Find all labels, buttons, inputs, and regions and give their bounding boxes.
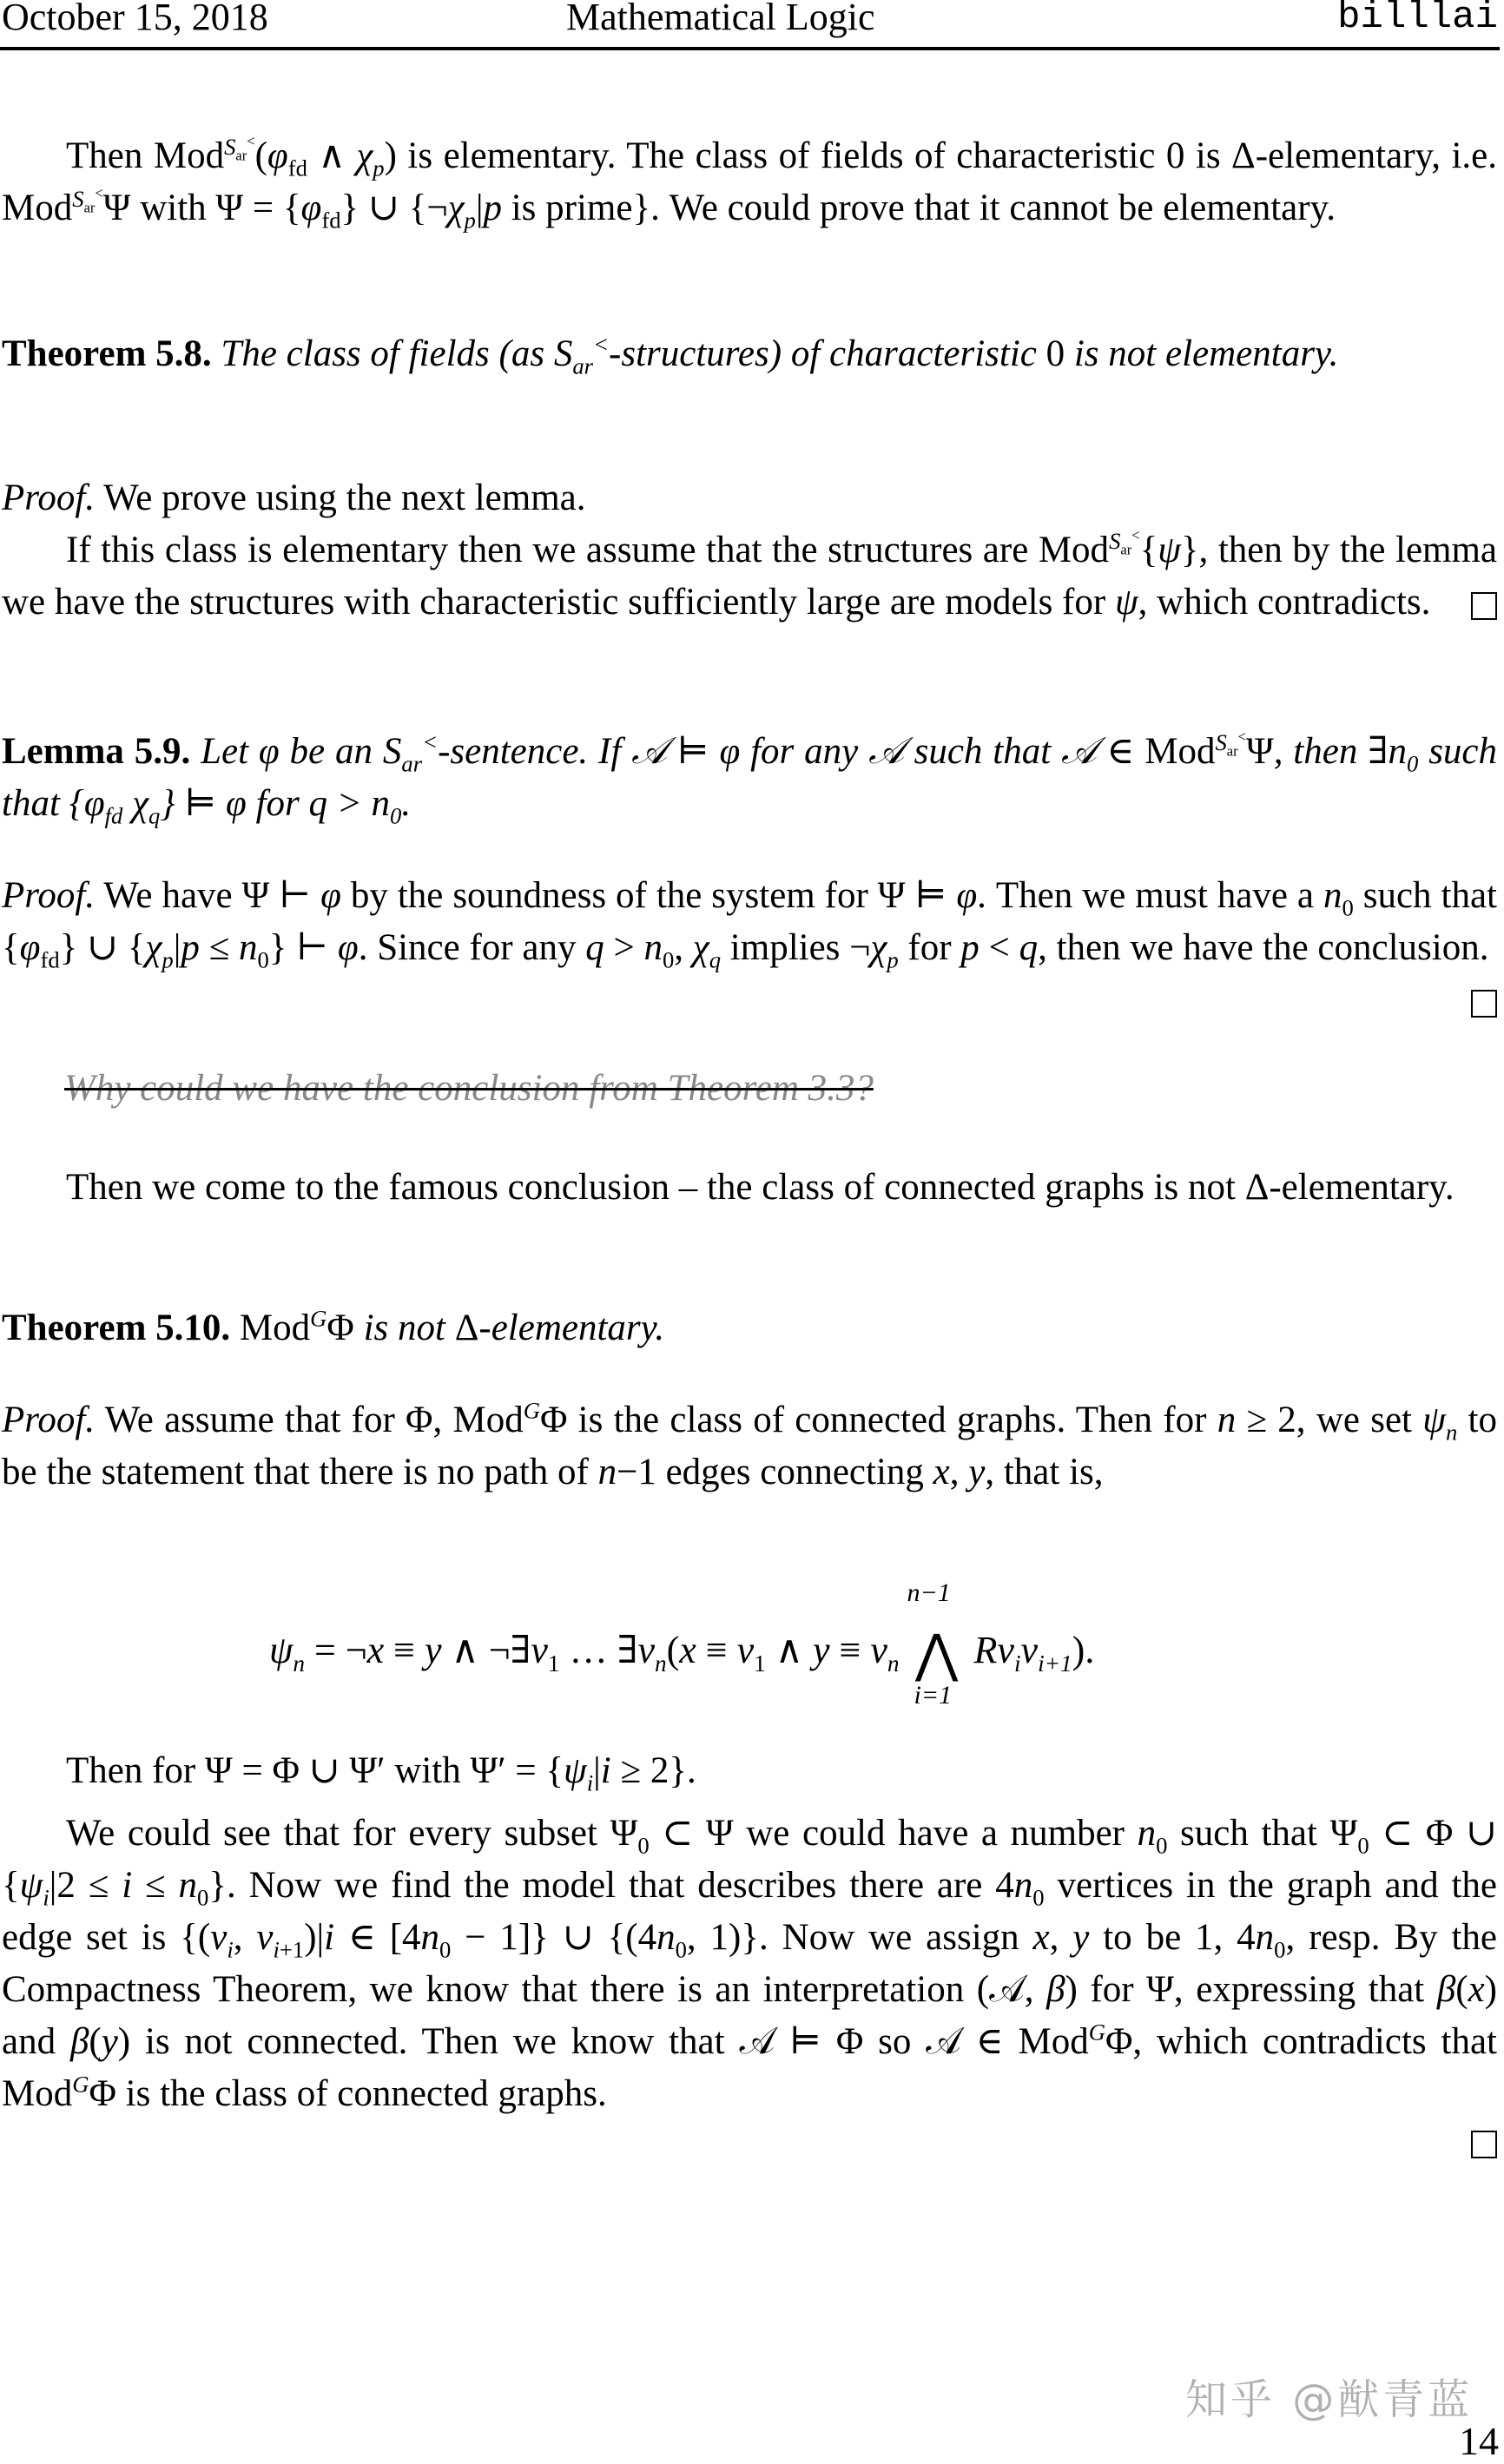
theorem-label: Theorem 5.8. (2, 333, 212, 374)
struck-note: Why could we have the conclusion from Theorem 3.3? (64, 1068, 874, 1109)
header-title: Mathematical Logic (566, 0, 875, 38)
proof-first-line: We prove using the next lemma. (103, 478, 586, 518)
intro-paragraph: Then $Mod^{S_{ar}^<}(\varphi_{fd}$ ∧ $\chi_p$) is elementary. The class of fields of characteristic 0 is Δ-elementary, i.e. Mod$^{S_{ar}^<}$Ψ with $\Psi = \{\varphi_{fd}\}$ ∪ {$\neg\chi_p|p$ is prime}. We could prove that it cannot be elementary. (2, 132, 1497, 234)
header-author: billlai (1337, 0, 1498, 39)
header-date: October 15, 2018 (2, 0, 268, 38)
qed-square (1471, 2131, 1497, 2158)
lemma-5-9-proof: Proof. We have Ψ ⊢ φ by the soundness of the system for Ψ ⊨ φ. Then we must have a $n_0$ such that $\{\varphi_{fd}\}$ ∪ $\{\chi_p|p \le n_0\}$ ⊢ φ. Since for any $q > n_0$, $\chi_q$ implies $\neg\chi_p$ for p < q, then we have the conclusion. (2, 870, 1497, 974)
proof-label: Proof. (2, 478, 96, 518)
qed-square (1471, 990, 1497, 1018)
big-wedge-operator: ⋀ n−1 i=1 (907, 1578, 959, 1710)
page-number: 14 (1459, 2419, 1499, 2463)
qed-square (1471, 592, 1497, 620)
transition-paragraph: Then we come to the famous conclusion – the class of connected graphs is not Δ-elementary. (66, 1167, 1455, 1208)
theorem-5-10-proof-intro: Proof. We assume that for Φ, Mod$^G$Φ is the class of connected graphs. Then for n ≥ 2, we set $\psi_n$ to be the statement that there is no path of n−1 edges connecting x, y, that is, (2, 1397, 1497, 1492)
theorem-label: Theorem 5.10. (2, 1308, 231, 1348)
page-header (0, 0, 1500, 50)
watermark: 知乎 @猷青蓝 (1185, 2375, 1474, 2424)
lemma-5-9: Lemma 5.9. Let φ be an $S_{ar}^<$-sentence. If 𝒜 ⊨ φ for any 𝒜 such that 𝒜 ∈ Mod$^{S_{ar}^<}$Ψ, then $\exists n_0$ such that {$\varphi_{fd}$ $\chi_q$} ⊨ φ for $q > n_0$. (2, 728, 1498, 829)
theorem-5-8-proof: Proof. We prove using the next lemma. If this class is elementary then we assume that the structures are Mod$^{S_{ar}^<}${ψ}, then by the lemma we have the structures with characteristic sufficiently large are models for ψ, which contradicts. (2, 478, 1498, 623)
theorem-5-10-proof-body: Then for Ψ = Φ ∪ Ψ′ with $\Psi' = \{\psi_i|i \ge 2\}$. We could see that for every subset $\Psi_0$ ⊂ Ψ we could have a number $n_0$ such that $\Psi_0$ ⊂ Φ ∪ $\{\psi_i|2 \le i \le n_0\}$. Now we find the model that describes there are $4n_0$ vertices in the graph and the edge set is {($v_i$, $v_{i+1})|i$ ∈ $[4n_0 - 1]$} ∪ {($4n_0$, 1)}. Now we assign x, y to be 1, $4n_0$, resp. By the Compactness Theorem, we know that there is an interpretation (𝒜, β) for Ψ, expressing that β(x) and β(y) is not connected. Then we know that 𝒜 ⊨ Φ so 𝒜 ∈ Mod$^G$Φ, which contradicts that Mod$^G$Φ is the class of connected graphs. (2, 1745, 1497, 2120)
proof-label: Proof. (2, 1400, 96, 1440)
theorem-5-8: Theorem 5.8. The class of fields (as $S_{ar}^<-structures$) of characteristic 0 is not elementary. (2, 331, 1339, 379)
lemma-label: Lemma 5.9. (2, 731, 191, 772)
theorem-5-10: Theorem 5.10. Mod$^G$Φ is not Δ-elementary. (2, 1305, 665, 1348)
proof-label: Proof. (2, 875, 96, 916)
display-equation: $\psi_n$ = ¬x ≡ y ∧ $\neg\exists v_1$ … $\exists v_n(x \equiv v_1$ ∧ $y \equiv v_n$ ⋀ n−1 i=1 $Rv_iv_{i+1}$). (269, 1578, 1095, 1710)
